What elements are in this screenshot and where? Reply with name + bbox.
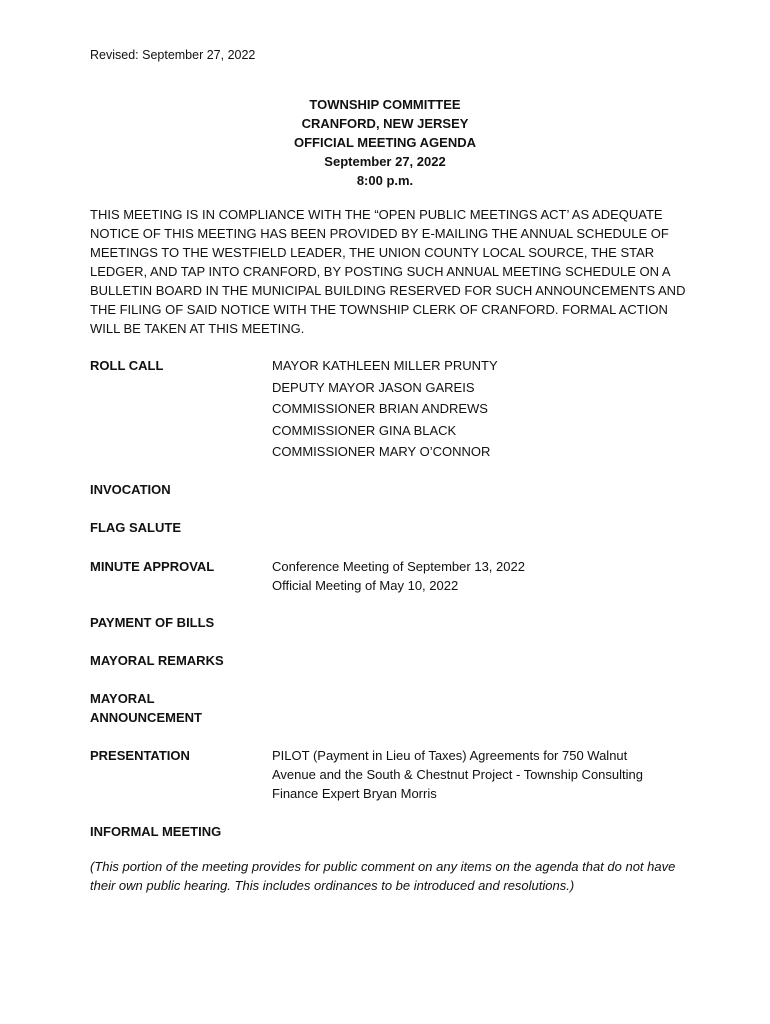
compliance-notice: THIS MEETING IS IN COMPLIANCE WITH THE “OPEN PUBLIC MEETINGS ACT’ AS ADEQUATE NOTICE OF THIS MEETING HAS BEEN PROVIDED BY E-MAILING THE ANNUAL SCHEDULE OF MEETINGS TO THE WESTFIELD LEADER, THE UNION COUNTY LOCAL SOURCE, THE STAR LEDGER, AND TAP INTO CRANFORD, BY POSTING SUCH ANNUAL MEETING SCHEDULE ON A BULLETIN BOARD IN THE MUNICIPAL BUILDING RESERVED FOR SUCH ANNOUNCEMENTS AND THE FILING OF SAID NOTICE WITH THE TOWNSHIP CLERK OF CRANFORD. FORMAL ACTION WILL BE TAKEN AT THIS MEETING. xyxy=(90,207,686,336)
revised-date: Revised: September 27, 2022 xyxy=(90,48,256,62)
flag-salute-label: FLAG SALUTE xyxy=(90,520,181,535)
presentation-line2: Avenue and the South & Chestnut Project - Township Consulting xyxy=(272,767,643,782)
heading-date: September 27, 2022 xyxy=(324,154,446,169)
invocation-label: INVOCATION xyxy=(90,482,171,497)
minute-conference-meeting: Conference Meeting of September 13, 2022 xyxy=(272,559,525,574)
member-commissioner-oconnor: COMMISSIONER MARY O’CONNOR xyxy=(272,444,491,459)
heading-time: 8:00 p.m. xyxy=(356,173,414,188)
presentation-line1: PILOT (Payment in Lieu of Taxes) Agreements for 750 Walnut xyxy=(272,748,628,763)
roll-call-label: ROLL CALL xyxy=(90,358,164,373)
minute-approval-items xyxy=(272,557,692,595)
agenda-heading xyxy=(0,95,770,190)
heading-committee: TOWNSHIP COMMITTEE xyxy=(309,97,461,112)
mayoral-announcement-line1: MAYORAL xyxy=(90,691,155,706)
member-mayor: MAYOR KATHLEEN MILLER PRUNTY xyxy=(272,358,498,373)
presentation-details xyxy=(272,746,692,803)
informal-meeting-label: INFORMAL MEETING xyxy=(90,824,222,839)
member-deputy-mayor: DEPUTY MAYOR JASON GAREIS xyxy=(272,379,475,395)
member-commissioner-black: COMMISSIONER GINA BLACK xyxy=(272,422,457,438)
presentation-label: PRESENTATION xyxy=(90,748,190,763)
heading-agenda-title: OFFICIAL MEETING AGENDA xyxy=(294,135,476,150)
payment-of-bills-label: PAYMENT OF BILLS xyxy=(90,615,215,630)
minute-official-meeting: Official Meeting of May 10, 2022 xyxy=(272,578,459,593)
presentation-line3: Finance Expert Bryan Morris xyxy=(272,786,437,801)
minute-approval-label: MINUTE APPROVAL xyxy=(90,559,215,574)
mayoral-announcement-label xyxy=(90,689,202,727)
mayoral-remarks-label: MAYORAL REMARKS xyxy=(90,653,224,668)
member-commissioner-andrews: COMMISSIONER BRIAN ANDREWS xyxy=(272,401,488,416)
heading-location: CRANFORD, NEW JERSEY xyxy=(301,116,469,131)
informal-meeting-note: (This portion of the meeting provides for public comment on any items on the agenda that do not have their own public hearing. This includes ordinances to be introduced and resolutions.) xyxy=(90,859,676,893)
roll-call-members xyxy=(272,355,692,463)
mayoral-announcement-line2: ANNOUNCEMENT xyxy=(90,710,202,725)
